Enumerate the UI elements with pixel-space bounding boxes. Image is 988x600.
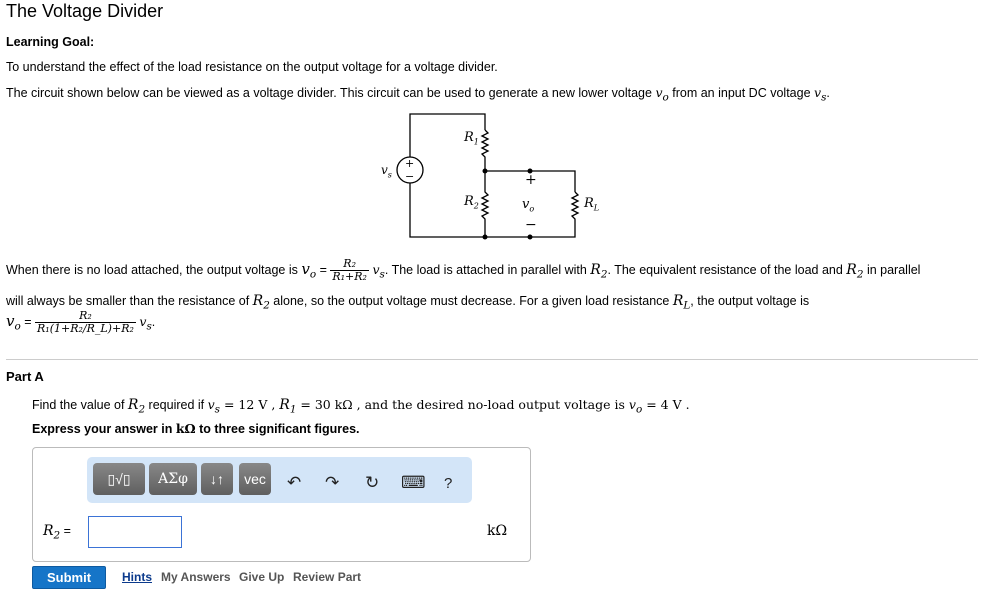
vector-button[interactable]: vec — [239, 463, 271, 495]
label-r2: $R_2$ — [464, 194, 479, 211]
part-a-heading: Part A — [6, 369, 44, 384]
reset-icon[interactable]: ↻ — [365, 473, 380, 492]
paragraph-load: will always be smaller than the resistance of $R_2$ alone, so the output voltage must decrease. For a given load resistance $R_L$, the output voltage is — [6, 293, 810, 312]
vo-plus: + — [525, 172, 537, 188]
divider — [6, 359, 978, 360]
source-minus: − — [405, 170, 415, 183]
templates-button[interactable]: ▯√▯ — [93, 463, 145, 495]
question-text: Find the value of $R_2$ required if $v_s = 12$ V , $R_1 = 30$ kΩ , and the desired no-load output voltage is $v_o = 4$ V . — [32, 397, 690, 416]
label-vo: $v_o$ — [522, 197, 535, 214]
arrows-button[interactable]: ↓↑ — [201, 463, 233, 495]
label-vs: $v_s$ — [381, 163, 392, 180]
hints-link[interactable]: Hints — [122, 570, 152, 584]
circuit-diagram — [0, 0, 988, 250]
instruction-text: Express your answer in kΩ to three significant figures. — [32, 421, 360, 436]
goal-text: To understand the effect of the load resistance on the output voltage for a voltage divider. — [6, 60, 498, 74]
vo-minus: − — [525, 217, 537, 233]
undo-icon[interactable]: ↶ — [287, 473, 302, 492]
label-rl: $R_L$ — [584, 196, 600, 213]
answer-label: $R_2$ = — [43, 523, 71, 542]
math-toolbar — [87, 457, 472, 503]
review-part-link[interactable]: Review Part — [293, 570, 362, 584]
page-title: The Voltage Divider — [6, 1, 164, 21]
paragraph-no-load: When there is no load attached, the output voltage is $v_o$ = $\frac{\text{R₂}}{\text{R₁+R₂}}$ $v_s$. The load is attached in parallel with $R_2$. The equivalent resistance of the load and $R_2$ in parallel — [6, 257, 921, 283]
greek-symbols-button[interactable]: ΑΣφ — [149, 463, 197, 495]
submit-button[interactable]: Submit — [32, 566, 106, 589]
give-up-link[interactable]: Give Up — [239, 570, 285, 584]
source-plus: + — [405, 157, 415, 170]
label-r1: $R_1$ — [464, 130, 479, 147]
loaded-output-formula: $v_o$ = $\frac{\text{R₂}}{\text{R₁(1+R₂/R\_L)+R₂}}$ $v_s$. — [6, 309, 156, 335]
help-icon[interactable]: ? — [444, 475, 453, 492]
unit-label: kΩ — [487, 523, 508, 539]
intro-text: The circuit shown below can be viewed as a voltage divider. This circuit can be used to generate a new lower voltage $v_o$ from an input DC voltage $v_s$. — [6, 85, 830, 104]
answer-panel — [32, 447, 531, 562]
learning-goal-label: Learning Goal: — [6, 35, 95, 49]
r2-answer-input[interactable] — [88, 516, 182, 548]
keyboard-icon[interactable]: ⌨ — [401, 473, 426, 492]
my-answers-link[interactable]: My Answers — [161, 570, 231, 584]
redo-icon[interactable]: ↷ — [325, 473, 340, 492]
